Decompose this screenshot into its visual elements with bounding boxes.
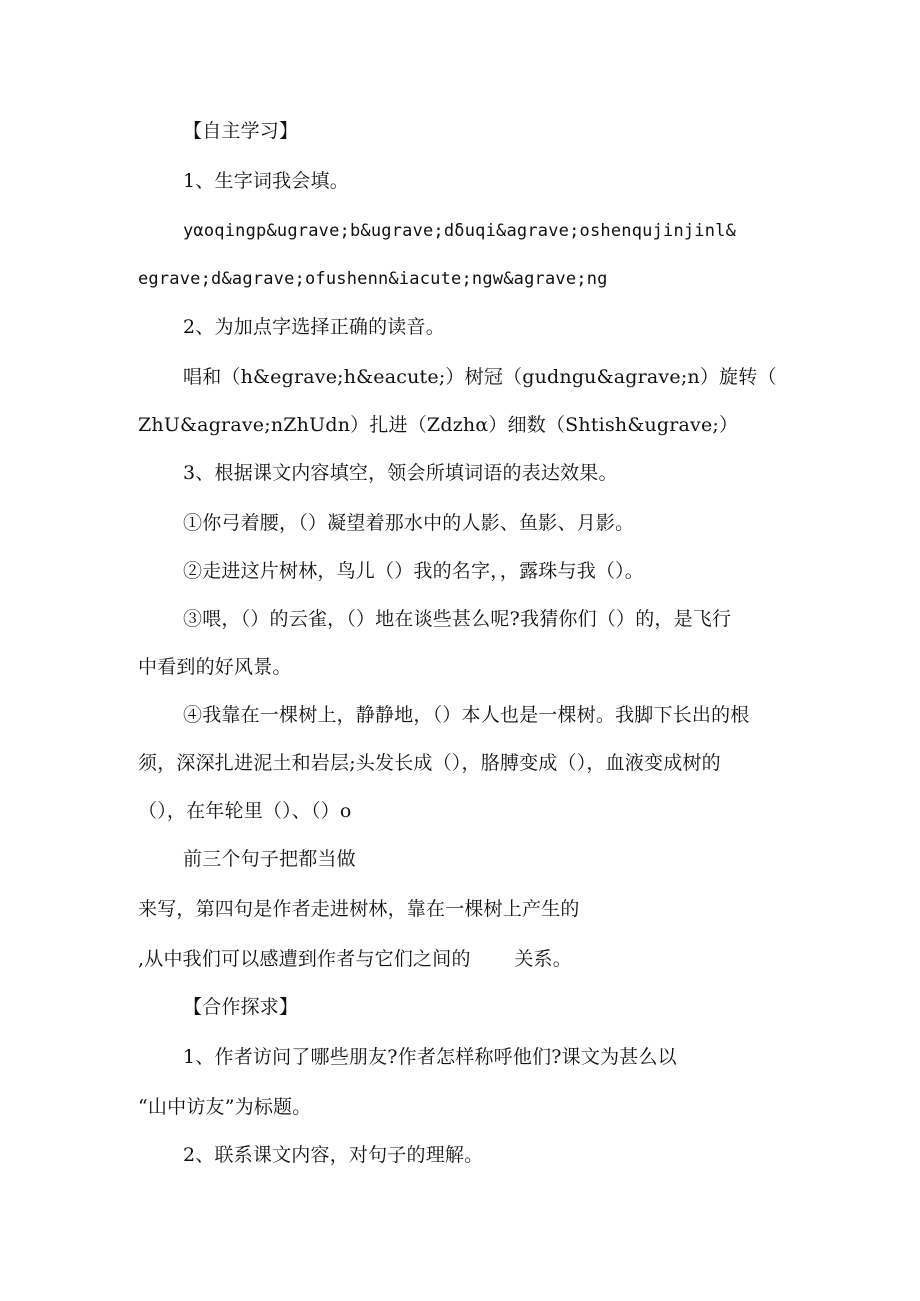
- inquiry-question-2-line-1: 2、联系课文内容，对句子的理解。: [183, 1144, 484, 1166]
- question-3-sub-3-line-1: ③喂，（）的云雀，（）地在谈些甚么呢?我猜你们（）的，是飞行: [183, 608, 732, 630]
- question-3-sub-1: ①你弓着腰，（）凝望着那水中的人影、鱼影、月影。: [183, 512, 635, 534]
- question-3-sub-4-line-2: 须，深深扎进泥土和岩层;头发长成（），胳膊变成（），血液变成树的: [138, 752, 721, 774]
- section-title-cooperative-inquiry: 【合作探求】: [183, 996, 299, 1018]
- question-3-sub-2: ②走进这片树林，鸟儿（）我的名字，，露珠与我（）。: [183, 560, 645, 582]
- question-1-heading: 1、生字词我会填。: [183, 170, 349, 192]
- inquiry-question-1-line-1: 1、作者访问了哪些朋友?作者怎样称呼他们?课文为甚么以: [183, 1046, 677, 1068]
- question-3-summary-line-2: 来写，第四句是作者走进树林，靠在一棵树上产生的: [138, 898, 580, 920]
- inquiry-question-1-line-2: “山中访友”为标题。: [138, 1096, 312, 1118]
- question-2-line-1: 唱和（h&egrave;h&eacute;）树冠（gudngu&agrave;n）旋转（: [183, 366, 777, 388]
- question-3-summary-line-1: 前三个句子把都当做: [183, 848, 356, 870]
- question-3-heading: 3、根据课文内容填空，领会所填词语的表达效果。: [183, 462, 618, 484]
- question-1-pinyin-line-1: yαoqingp&ugrave;b&ugrave;dδuqi&agrave;oshenqujinjinl&: [183, 221, 737, 241]
- question-3-summary-line-3: ,从中我们可以感遭到作者与它们之间的 关系。: [138, 948, 572, 970]
- question-1-pinyin-line-2: egrave;d&agrave;ofushenn&iacute;ngw&agrave;ng: [138, 269, 608, 289]
- question-3-sub-3-line-2: 中看到的好风景。: [138, 656, 292, 678]
- question-3-sub-4-line-1: ④我靠在一棵树上，静静地，（）本人也是一棵树。我脚下长出的根: [183, 704, 750, 726]
- section-title-self-study: 【自主学习】: [183, 120, 299, 142]
- question-3-sub-4-line-3: （），在年轮里（）、（）o: [138, 800, 352, 822]
- question-2-heading: 2、为加点字选择正确的读音。: [183, 316, 445, 338]
- question-2-line-2: ZhU&agrave;nZhUdn）扎进（Zdzhα）细数（Shtish&ugrave;）: [138, 414, 739, 436]
